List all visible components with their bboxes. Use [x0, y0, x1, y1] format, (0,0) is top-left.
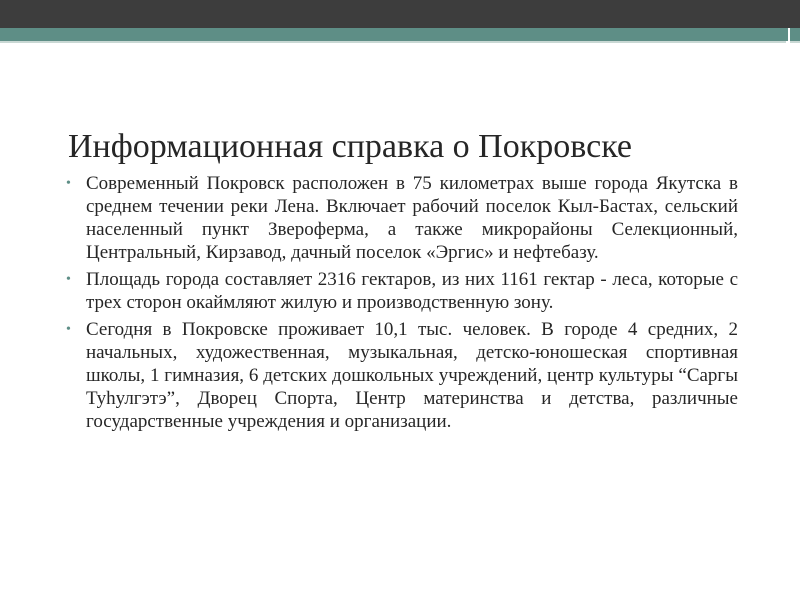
bullet-text: Сегодня в Покровске проживает 10,1 тыс. человек. В городе 4 средних, 2 начальных, художественная, музыкальная, детско-юношеская спортивная школы, 1 гимназия, 6 детских дошкольных учреждений, центр культуры “Саргы Туһулгэтэ”, Дворец Спорта, Центр материнства и детства, различные государственные учреждения и организации. — [86, 319, 738, 432]
bullet-icon: • — [66, 322, 71, 337]
bullet-text: Площадь города составляет 2316 гектаров, из них 1161 гектар - леса, которые с трех сторон окаймляют жилую и производственную зону. — [86, 269, 738, 313]
bullet-list — [66, 172, 738, 437]
accent-stripe — [0, 28, 788, 41]
divider-line — [0, 41, 786, 43]
header-bar — [0, 0, 800, 28]
bullet-icon: • — [66, 272, 71, 287]
bullet-icon: • — [66, 176, 71, 191]
divider-line-end — [790, 41, 800, 43]
bullet-item-population — [66, 318, 738, 433]
slide-title: Информационная справка о Покровске — [68, 128, 632, 165]
accent-stripe-end — [790, 28, 800, 41]
bullet-item-location — [66, 172, 738, 264]
bullet-item-area — [66, 268, 738, 314]
bullet-text: Современный Покровск расположен в 75 километрах выше города Якутска в среднем течении реки Лена. Включает рабочий поселок Кыл-Бастах, сельский населенный пункт Звероферма, а также микрорайоны Селекционный, Центральный, Кирзавод, дачный поселок «Эргис» и нефтебазу. — [86, 173, 738, 263]
